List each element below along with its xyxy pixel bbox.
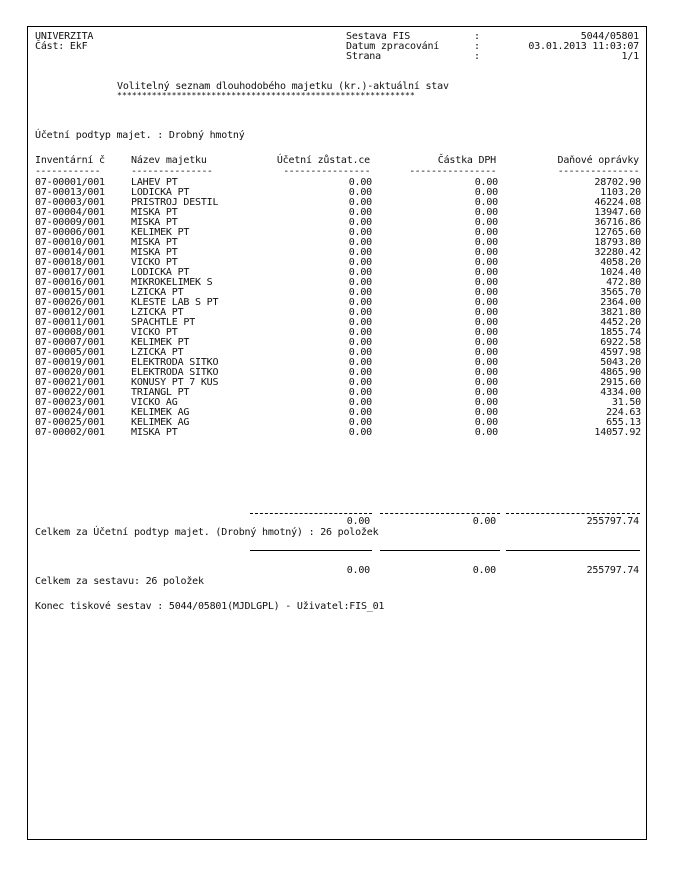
col-header-tax-depreciation: Daňové oprávky xyxy=(557,155,639,166)
table-row xyxy=(28,238,648,248)
table-row xyxy=(28,218,648,228)
cell-vat-amount: 0.00 xyxy=(474,267,498,278)
report-label: Sestava FIS xyxy=(346,31,411,42)
faculty-part: Část: EkF xyxy=(35,41,88,52)
subtotal-dash-book xyxy=(250,513,372,514)
cell-vat-amount: 0.00 xyxy=(474,247,498,258)
cell-asset-name: KELIMEK AG xyxy=(131,407,190,418)
cell-vat-amount: 0.00 xyxy=(474,177,498,188)
table-row xyxy=(28,418,648,428)
cell-inventory-number: 07-00003/001 xyxy=(35,197,105,208)
cell-asset-name: LZICKA PT xyxy=(131,347,184,358)
cell-tax-depreciation: 36716.86 xyxy=(594,217,641,228)
cell-asset-name: TRIANGL PT xyxy=(131,387,190,398)
cell-tax-depreciation: 655.13 xyxy=(606,417,641,428)
page-colon: : xyxy=(474,51,480,62)
cell-asset-name: KELIMEK PT xyxy=(131,227,190,238)
table-row xyxy=(28,298,648,308)
table-row xyxy=(28,368,648,378)
subtotal-book-value: 0.00 xyxy=(346,516,370,527)
col-header-vat: Částka DPH xyxy=(437,155,496,166)
total-tax-depreciation: 255797.74 xyxy=(586,565,639,576)
cell-asset-name: KELIMEK AG xyxy=(131,417,190,428)
cell-tax-depreciation: 4058.20 xyxy=(600,257,641,268)
table-row xyxy=(28,278,648,288)
cell-vat-amount: 0.00 xyxy=(474,277,498,288)
report-number: 5044/05801 xyxy=(580,31,639,42)
cell-book-value: 0.00 xyxy=(348,267,372,278)
cell-vat-amount: 0.00 xyxy=(474,307,498,318)
cell-book-value: 0.00 xyxy=(348,207,372,218)
cell-asset-name: LODICKA PT xyxy=(131,187,190,198)
cell-inventory-number: 07-00001/001 xyxy=(35,177,105,188)
table-row xyxy=(28,268,648,278)
table-row xyxy=(28,248,648,258)
cell-tax-depreciation: 224.63 xyxy=(606,407,641,418)
table-row xyxy=(28,308,648,318)
cell-inventory-number: 07-00017/001 xyxy=(35,267,105,278)
cell-tax-depreciation: 3565.70 xyxy=(600,287,641,298)
total-book-value: 0.00 xyxy=(346,565,370,576)
cell-asset-name: MISKA PT xyxy=(131,217,178,228)
cell-tax-depreciation: 2915.60 xyxy=(600,377,641,388)
cell-tax-depreciation: 31.50 xyxy=(611,397,641,408)
cell-book-value: 0.00 xyxy=(348,327,372,338)
report-end-line: Konec tiskové sestav : 5044/05801(MJDLGPL) - Uživatel:FIS_01 xyxy=(35,601,385,612)
cell-book-value: 0.00 xyxy=(348,227,372,238)
report-colon: : xyxy=(474,31,480,42)
table-row xyxy=(28,358,648,368)
cell-vat-amount: 0.00 xyxy=(474,287,498,298)
cell-tax-depreciation: 28702.90 xyxy=(594,177,641,188)
cell-book-value: 0.00 xyxy=(348,307,372,318)
cell-book-value: 0.00 xyxy=(348,247,372,258)
cell-inventory-number: 07-00015/001 xyxy=(35,287,105,298)
cell-tax-depreciation: 4452.20 xyxy=(600,317,641,328)
cell-vat-amount: 0.00 xyxy=(474,297,498,308)
cell-inventory-number: 07-00006/001 xyxy=(35,227,105,238)
cell-tax-depreciation: 1024.40 xyxy=(600,267,641,278)
table-row xyxy=(28,258,648,268)
table-row xyxy=(28,378,648,388)
cell-book-value: 0.00 xyxy=(348,407,372,418)
cell-asset-name: MISKA PT xyxy=(131,427,178,438)
cell-book-value: 0.00 xyxy=(348,367,372,378)
cell-vat-amount: 0.00 xyxy=(474,387,498,398)
cell-inventory-number: 07-00024/001 xyxy=(35,407,105,418)
cell-book-value: 0.00 xyxy=(348,187,372,198)
dash-inventory: ------------ xyxy=(35,166,101,177)
cell-vat-amount: 0.00 xyxy=(474,377,498,388)
cell-tax-depreciation: 46224.08 xyxy=(594,197,641,208)
cell-inventory-number: 07-00020/001 xyxy=(35,367,105,378)
cell-asset-name: KLESTE LAB S PT xyxy=(131,297,219,308)
table-row xyxy=(28,408,648,418)
cell-asset-name: KONUSY PT 7 KUS xyxy=(131,377,219,388)
cell-inventory-number: 07-00026/001 xyxy=(35,297,105,308)
cell-asset-name: LZICKA PT xyxy=(131,307,184,318)
cell-asset-name: LZICKA PT xyxy=(131,287,184,298)
cell-book-value: 0.00 xyxy=(348,197,372,208)
cell-vat-amount: 0.00 xyxy=(474,397,498,408)
cell-book-value: 0.00 xyxy=(348,257,372,268)
cell-asset-name: ELEKTRODA SITKO xyxy=(131,357,219,368)
col-header-inventory: Inventární č xyxy=(35,155,105,166)
cell-vat-amount: 0.00 xyxy=(474,337,498,348)
total-vat: 0.00 xyxy=(472,565,496,576)
table-row xyxy=(28,188,648,198)
cell-inventory-number: 07-00008/001 xyxy=(35,327,105,338)
cell-tax-depreciation: 472.80 xyxy=(606,277,641,288)
subtotal-label: Celkem za Účetní podtyp majet. (Drobný hmotný) : 26 položek xyxy=(35,527,379,538)
asset-subtype-line: Účetní podtyp majet. : Drobný hmotný xyxy=(35,130,245,141)
cell-book-value: 0.00 xyxy=(348,427,372,438)
cell-tax-depreciation: 4334.00 xyxy=(600,387,641,398)
table-row xyxy=(28,208,648,218)
subtotal-dash-vat xyxy=(380,513,500,514)
cell-inventory-number: 07-00023/001 xyxy=(35,397,105,408)
cell-inventory-number: 07-00013/001 xyxy=(35,187,105,198)
col-header-asset-name: Název majetku xyxy=(131,155,207,166)
cell-tax-depreciation: 14057.92 xyxy=(594,427,641,438)
cell-inventory-number: 07-00021/001 xyxy=(35,377,105,388)
date-colon: : xyxy=(474,41,480,52)
table-row xyxy=(28,288,648,298)
cell-asset-name: PRISTROJ DESTIL xyxy=(131,197,219,208)
table-row xyxy=(28,338,648,348)
cell-book-value: 0.00 xyxy=(348,217,372,228)
total-line-book xyxy=(250,550,372,551)
cell-vat-amount: 0.00 xyxy=(474,227,498,238)
cell-book-value: 0.00 xyxy=(348,237,372,248)
total-label: Celkem za sestavu: 26 položek xyxy=(35,576,204,587)
cell-tax-depreciation: 2364.00 xyxy=(600,297,641,308)
cell-tax-depreciation: 3821.80 xyxy=(600,307,641,318)
cell-inventory-number: 07-00002/001 xyxy=(35,427,105,438)
cell-book-value: 0.00 xyxy=(348,387,372,398)
cell-asset-name: VICKO PT xyxy=(131,257,178,268)
cell-book-value: 0.00 xyxy=(348,337,372,348)
cell-book-value: 0.00 xyxy=(348,377,372,388)
table-row xyxy=(28,398,648,408)
table-row xyxy=(28,318,648,328)
cell-inventory-number: 07-00012/001 xyxy=(35,307,105,318)
table-row xyxy=(28,198,648,208)
cell-book-value: 0.00 xyxy=(348,397,372,408)
subtotal-dash-tax xyxy=(506,513,640,514)
cell-inventory-number: 07-00019/001 xyxy=(35,357,105,368)
cell-asset-name: MIKROKELIMEK S xyxy=(131,277,213,288)
total-line-vat xyxy=(380,550,500,551)
cell-inventory-number: 07-00010/001 xyxy=(35,237,105,248)
subtotal-vat: 0.00 xyxy=(472,516,496,527)
table-row xyxy=(28,388,648,398)
cell-asset-name: VICKO PT xyxy=(131,327,178,338)
cell-book-value: 0.00 xyxy=(348,357,372,368)
table-row xyxy=(28,178,648,188)
cell-asset-name: ELEKTRODA SITKO xyxy=(131,367,219,378)
dash-book-value: ---------------- xyxy=(283,166,370,177)
cell-vat-amount: 0.00 xyxy=(474,197,498,208)
cell-book-value: 0.00 xyxy=(348,297,372,308)
cell-tax-depreciation: 13947.60 xyxy=(594,207,641,218)
cell-tax-depreciation: 1103.20 xyxy=(600,187,641,198)
dash-vat: ---------------- xyxy=(409,166,496,177)
cell-vat-amount: 0.00 xyxy=(474,237,498,248)
cell-tax-depreciation: 4865.90 xyxy=(600,367,641,378)
cell-inventory-number: 07-00004/001 xyxy=(35,207,105,218)
cell-book-value: 0.00 xyxy=(348,277,372,288)
cell-tax-depreciation: 32280.42 xyxy=(594,247,641,258)
cell-inventory-number: 07-00025/001 xyxy=(35,417,105,428)
cell-inventory-number: 07-00022/001 xyxy=(35,387,105,398)
cell-asset-name: LAHEV PT xyxy=(131,177,178,188)
cell-vat-amount: 0.00 xyxy=(474,317,498,328)
cell-book-value: 0.00 xyxy=(348,417,372,428)
cell-vat-amount: 0.00 xyxy=(474,257,498,268)
cell-vat-amount: 0.00 xyxy=(474,367,498,378)
cell-asset-name: VICKO AG xyxy=(131,397,178,408)
report-sheet xyxy=(27,26,647,840)
cell-tax-depreciation: 5043.20 xyxy=(600,357,641,368)
cell-vat-amount: 0.00 xyxy=(474,357,498,368)
title-underline-stars: ************************************************************ xyxy=(117,91,415,100)
cell-asset-name: MISKA PT xyxy=(131,247,178,258)
cell-tax-depreciation: 4597.98 xyxy=(600,347,641,358)
cell-inventory-number: 07-00007/001 xyxy=(35,337,105,348)
table-row xyxy=(28,348,648,358)
cell-book-value: 0.00 xyxy=(348,347,372,358)
page-number: 1/1 xyxy=(621,51,639,62)
dash-tax-depreciation: --------------- xyxy=(557,166,639,177)
processing-datetime: 03.01.2013 11:03:07 xyxy=(528,41,639,52)
cell-asset-name: SPACHTLE PT xyxy=(131,317,196,328)
cell-vat-amount: 0.00 xyxy=(474,407,498,418)
cell-asset-name: KELIMEK PT xyxy=(131,337,190,348)
page-label: Strana xyxy=(346,51,381,62)
total-line-tax xyxy=(506,550,640,551)
cell-inventory-number: 07-00011/001 xyxy=(35,317,105,328)
cell-vat-amount: 0.00 xyxy=(474,187,498,198)
cell-asset-name: MISKA PT xyxy=(131,207,178,218)
cell-book-value: 0.00 xyxy=(348,317,372,328)
table-row xyxy=(28,228,648,238)
cell-tax-depreciation: 1855.74 xyxy=(600,327,641,338)
table-row xyxy=(28,328,648,338)
cell-tax-depreciation: 6922.58 xyxy=(600,337,641,348)
cell-asset-name: LODICKA PT xyxy=(131,267,190,278)
cell-inventory-number: 07-00016/001 xyxy=(35,277,105,288)
table-row xyxy=(28,428,648,438)
cell-vat-amount: 0.00 xyxy=(474,417,498,428)
cell-inventory-number: 07-00014/001 xyxy=(35,247,105,258)
cell-asset-name: MISKA PT xyxy=(131,237,178,248)
subtotal-tax-depreciation: 255797.74 xyxy=(586,516,639,527)
cell-tax-depreciation: 12765.60 xyxy=(594,227,641,238)
cell-inventory-number: 07-00009/001 xyxy=(35,217,105,228)
cell-vat-amount: 0.00 xyxy=(474,327,498,338)
cell-book-value: 0.00 xyxy=(348,177,372,188)
report-title: Volitelný seznam dlouhodobého majetku (kr.)-aktuální stav xyxy=(117,81,449,92)
cell-book-value: 0.00 xyxy=(348,287,372,298)
date-label: Datum zpracování xyxy=(346,41,440,52)
cell-inventory-number: 07-00005/001 xyxy=(35,347,105,358)
cell-vat-amount: 0.00 xyxy=(474,427,498,438)
university-name: UNIVERZITA xyxy=(35,31,94,42)
cell-tax-depreciation: 18793.80 xyxy=(594,237,641,248)
dash-asset-name: --------------- xyxy=(131,166,213,177)
cell-inventory-number: 07-00018/001 xyxy=(35,257,105,268)
col-header-book-value: Účetní zůstat.ce xyxy=(276,155,370,166)
cell-vat-amount: 0.00 xyxy=(474,217,498,228)
cell-vat-amount: 0.00 xyxy=(474,347,498,358)
cell-vat-amount: 0.00 xyxy=(474,207,498,218)
